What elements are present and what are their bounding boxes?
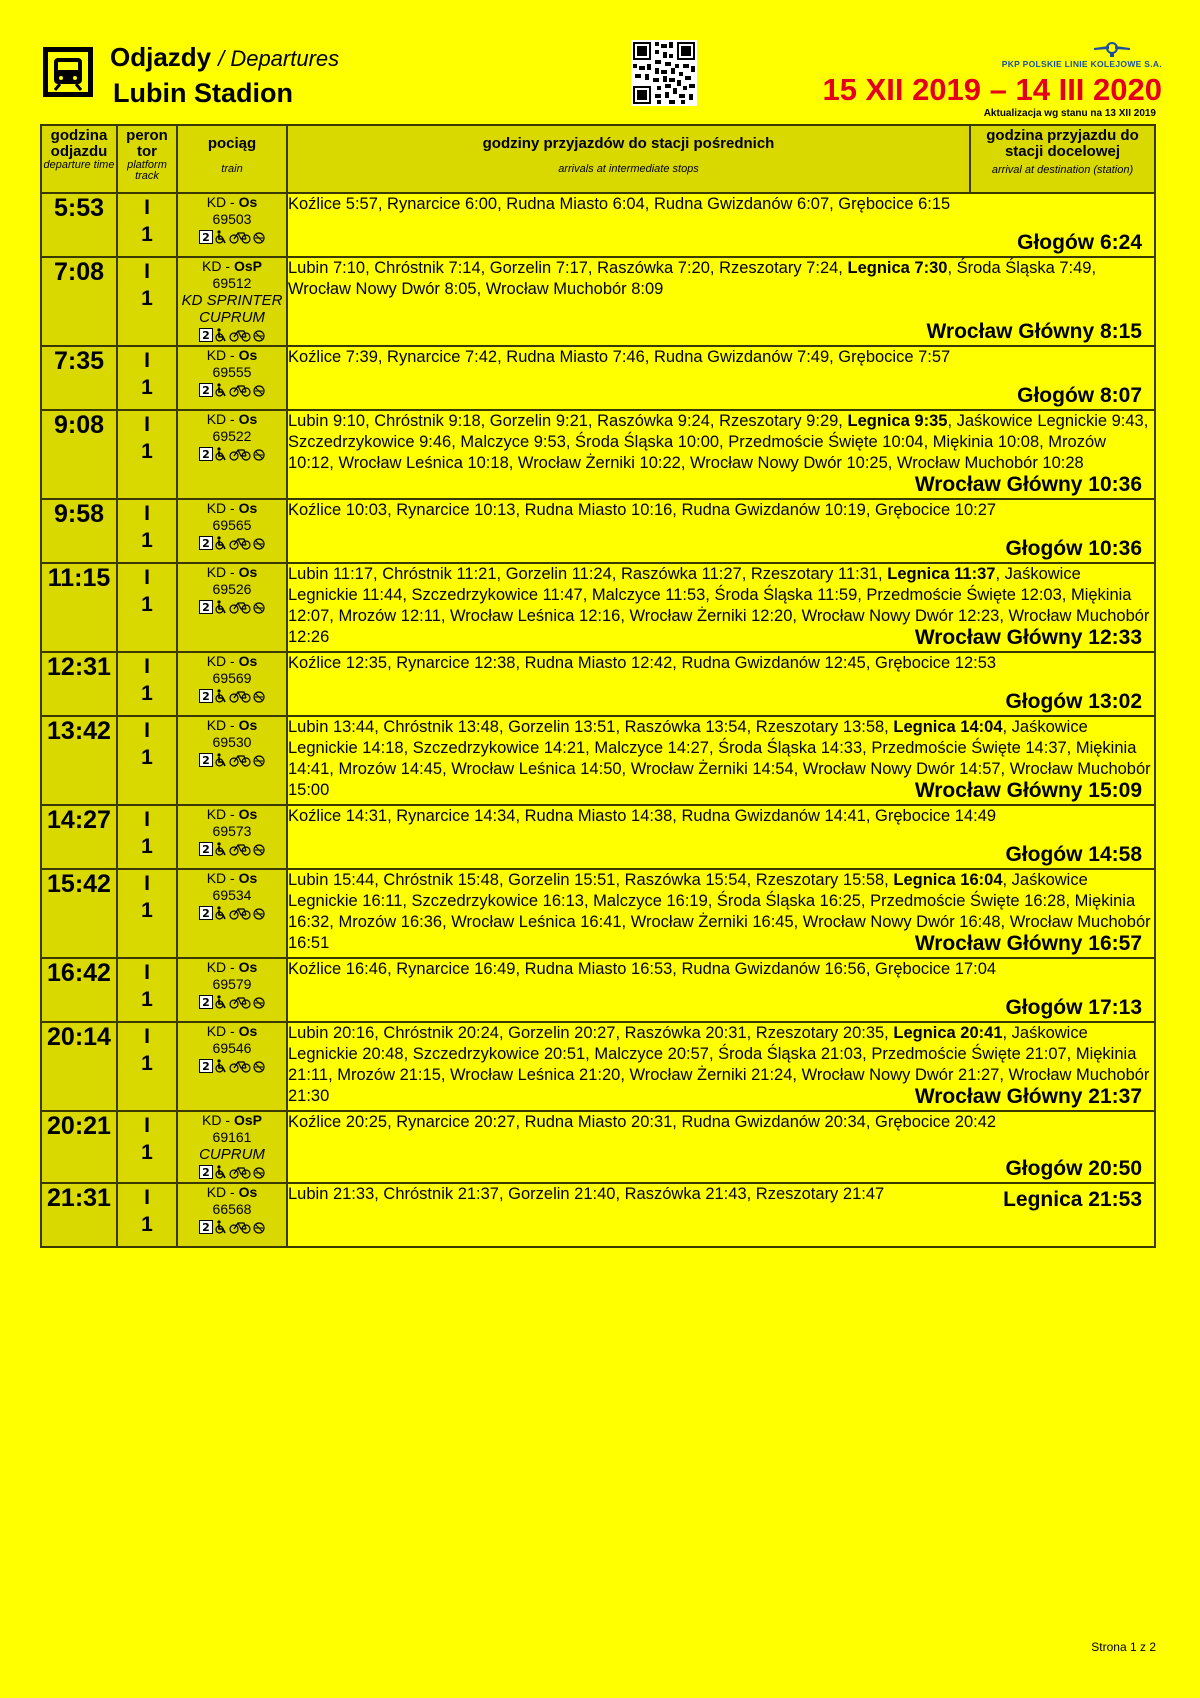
bicycle-icon	[229, 328, 251, 342]
table-row	[41, 1183, 1155, 1247]
svg-text:2: 2	[202, 1060, 210, 1073]
carrier: KD	[206, 1023, 227, 1039]
train-icon	[43, 47, 93, 97]
route-cell	[287, 716, 1155, 805]
train-number: 69573	[212, 823, 252, 839]
second-class-icon	[199, 842, 213, 856]
intermediate-stops: Koźlice 5:57, Rynarcice 6:00, Rudna Miasto 6:04, Rudna Gwizdanów 6:07, Grębocice 6:15	[288, 195, 951, 213]
no-smoking-icon	[253, 1165, 265, 1179]
bicycle-icon	[229, 995, 251, 1009]
validity-period: 15 XII 2019 – 14 III 2020	[822, 72, 1162, 107]
train-category: KD - Os	[206, 1184, 258, 1200]
train-category: KD - Os	[206, 806, 258, 822]
train-number: 69530	[212, 734, 252, 750]
page-number: Strona 1 z 2	[1091, 1640, 1156, 1654]
wheelchair-icon	[215, 1059, 227, 1073]
bicycle-icon	[229, 383, 251, 397]
winged-wheel-icon	[1092, 40, 1132, 58]
table-row	[41, 1022, 1155, 1111]
departure-time: 9:08	[41, 410, 117, 499]
platform-number: I	[144, 413, 150, 436]
carrier: KD	[206, 411, 227, 427]
platform-number: I	[144, 349, 150, 372]
intermediate-stops: Lubin 13:44, Chróstnik 13:48, Gorzelin 13:51, Raszówka 13:54, Rzeszotary 13:58, Legnica 14:04, Jaśkowice Legnickie 14:18, Szczedrzykowice 14:21, Malczyce 14:27, Środa Śląska 14:33, Przedmoście Święte 14:37, Miękinia 14:41, Mrozów 14:45, Wrocław Leśnica 14:50, Wrocław Żerniki 14:54, Wrocław Nowy Dwór 14:57, Wrocław Muchobór 15:00	[288, 718, 1151, 799]
destination-arrival: Głogów 10:36	[1005, 537, 1142, 560]
train-info	[177, 652, 287, 716]
svg-text:2: 2	[202, 754, 210, 767]
destination-arrival: Wrocław Główny 10:36	[914, 473, 1142, 496]
departure-time: 7:08	[41, 257, 117, 346]
train-number: 66568	[212, 1201, 252, 1217]
destination-arrival: Wrocław Główny 15:09	[914, 779, 1142, 802]
category: Os	[238, 194, 258, 210]
platform-number: I	[144, 196, 150, 219]
destination-arrival: Głogów 8:07	[1017, 384, 1142, 407]
category: Os	[238, 959, 258, 975]
route-cell	[287, 410, 1155, 499]
table-row	[41, 563, 1155, 652]
second-class-icon	[199, 328, 213, 342]
column-header-train-en: train	[221, 163, 243, 175]
track-number: 1	[141, 1052, 153, 1075]
track-number: 1	[141, 835, 153, 858]
service-icons	[178, 535, 286, 551]
wheelchair-icon	[215, 1165, 227, 1179]
timetable-header	[0, 0, 1200, 125]
train-info	[177, 1183, 287, 1247]
track-number: 1	[141, 376, 153, 399]
table-row	[41, 499, 1155, 563]
column-header-destination	[970, 125, 1155, 193]
track-number: 1	[141, 440, 153, 463]
destination-arrival: Głogów 17:13	[1005, 996, 1142, 1019]
route-cell	[287, 1183, 1155, 1247]
operator-name: PKP POLSKIE LINIE KOLEJOWE S.A.	[1001, 59, 1162, 69]
destination-arrival: Wrocław Główny 12:33	[914, 626, 1142, 649]
wheelchair-icon	[215, 447, 227, 461]
carrier: KD	[202, 1112, 222, 1128]
destination-arrival: Wrocław Główny 16:57	[914, 932, 1142, 955]
carrier: KD	[202, 258, 222, 274]
platform-number: I	[144, 566, 150, 589]
carrier: KD	[206, 1184, 227, 1200]
intermediate-stops: Koźlice 7:39, Rynarcice 7:42, Rudna Miasto 7:46, Rudna Gwizdanów 7:49, Grębocice 7:57	[288, 348, 951, 366]
destination-arrival: Głogów 6:24	[1017, 231, 1142, 254]
platform-track	[117, 716, 177, 805]
platform-number: I	[144, 260, 150, 283]
train-number: 69503	[212, 211, 252, 227]
train-category: KD - Os	[206, 717, 258, 733]
platform-track	[117, 805, 177, 869]
carrier: KD	[206, 870, 227, 886]
category: Os	[238, 653, 258, 669]
service-icons	[178, 599, 286, 615]
platform-track	[117, 563, 177, 652]
column-header-train-pl: pociąg	[207, 135, 257, 152]
wheelchair-icon	[215, 842, 227, 856]
second-class-icon	[199, 383, 213, 397]
column-header-time-en: departure time	[43, 159, 115, 171]
svg-text:2: 2	[202, 448, 210, 461]
table-row	[41, 410, 1155, 499]
train-info	[177, 958, 287, 1022]
destination-arrival: Głogów 14:58	[1005, 843, 1142, 866]
train-category: KD - Os	[206, 1023, 258, 1039]
destination-arrival: Wrocław Główny 21:37	[914, 1085, 1142, 1108]
train-category: KD - Os	[206, 194, 258, 210]
svg-text:2: 2	[202, 996, 210, 1009]
no-smoking-icon	[253, 995, 265, 1009]
train-name: CUPRUM	[199, 1146, 265, 1163]
column-header-stops	[287, 125, 970, 193]
table-row	[41, 805, 1155, 869]
service-icons	[178, 1219, 286, 1235]
bicycle-icon	[229, 1220, 251, 1234]
train-number: 69579	[212, 976, 252, 992]
train-category: KD - Os	[206, 870, 258, 886]
platform-track	[117, 1022, 177, 1111]
column-header-time-pl: godzina odjazdu	[50, 127, 108, 160]
departure-time: 13:42	[41, 716, 117, 805]
no-smoking-icon	[253, 753, 265, 767]
intermediate-stops: Koźlice 10:03, Rynarcice 10:13, Rudna Miasto 10:16, Rudna Gwizdanów 10:19, Grębocice 10:27	[288, 501, 997, 519]
departure-time: 20:14	[41, 1022, 117, 1111]
departure-time: 5:53	[41, 193, 117, 257]
bicycle-icon	[229, 447, 251, 461]
wheelchair-icon	[215, 1220, 227, 1234]
table-row	[41, 1111, 1155, 1183]
table-row	[41, 869, 1155, 958]
train-number: 69565	[212, 517, 252, 533]
platform-number: I	[144, 961, 150, 984]
departure-time: 14:27	[41, 805, 117, 869]
route-cell	[287, 1022, 1155, 1111]
title-en: / Departures	[218, 46, 340, 71]
svg-text:2: 2	[202, 329, 210, 342]
wheelchair-icon	[215, 328, 227, 342]
bicycle-icon	[229, 906, 251, 920]
no-smoking-icon	[253, 842, 265, 856]
route-cell	[287, 346, 1155, 410]
track-number: 1	[141, 1213, 153, 1236]
service-icons	[178, 1164, 286, 1180]
platform-number: I	[144, 655, 150, 678]
no-smoking-icon	[253, 447, 265, 461]
carrier: KD	[206, 347, 227, 363]
train-info	[177, 499, 287, 563]
no-smoking-icon	[253, 1059, 265, 1073]
second-class-icon	[199, 689, 213, 703]
second-class-icon	[199, 230, 213, 244]
intermediate-stops: Lubin 9:10, Chróstnik 9:18, Gorzelin 9:21, Raszówka 9:24, Rzeszotary 9:29, Legnica 9:35, Jaśkowice Legnickie 9:43, Szczedrzykowice 9:46, Malczyce 9:53, Środa Śląska 10:00, Przedmoście Święte 10:04, Miękinia 10:08, Mrozów 10:12, Wrocław Leśnica 10:18, Wrocław Żerniki 10:22, Wrocław Nowy Dwór 10:25, Wrocław Muchobór 10:28	[288, 412, 1149, 472]
track-number: 1	[141, 1141, 153, 1164]
platform-track	[117, 1183, 177, 1247]
route-cell	[287, 869, 1155, 958]
departures-table	[40, 124, 1156, 1248]
train-number: 69522	[212, 428, 252, 444]
svg-text:2: 2	[202, 843, 210, 856]
no-smoking-icon	[253, 230, 265, 244]
carrier: KD	[206, 959, 227, 975]
svg-text:2: 2	[202, 1221, 210, 1234]
second-class-icon	[199, 536, 213, 550]
carrier: KD	[206, 500, 227, 516]
wheelchair-icon	[215, 906, 227, 920]
no-smoking-icon	[253, 1220, 265, 1234]
column-header-destination-pl: godzina przyjazdu do stacji docelowej	[986, 127, 1139, 160]
svg-text:2: 2	[202, 690, 210, 703]
wheelchair-icon	[215, 753, 227, 767]
svg-text:2: 2	[202, 384, 210, 397]
platform-number: I	[144, 1025, 150, 1048]
train-info	[177, 1022, 287, 1111]
svg-text:2: 2	[202, 601, 210, 614]
departure-time: 11:15	[41, 563, 117, 652]
no-smoking-icon	[253, 383, 265, 397]
platform-track	[117, 499, 177, 563]
train-info	[177, 869, 287, 958]
category: OsP	[233, 258, 262, 274]
platform-number: I	[144, 1114, 150, 1137]
no-smoking-icon	[253, 906, 265, 920]
platform-number: I	[144, 1186, 150, 1209]
no-smoking-icon	[253, 328, 265, 342]
train-category: KD - Os	[206, 500, 258, 516]
service-icons	[178, 905, 286, 921]
bicycle-icon	[229, 230, 251, 244]
departure-time: 12:31	[41, 652, 117, 716]
carrier: KD	[206, 806, 227, 822]
column-header-time	[41, 125, 117, 193]
platform-track	[117, 958, 177, 1022]
platform-number: I	[144, 719, 150, 742]
platform-number: I	[144, 502, 150, 525]
intermediate-stops: Lubin 7:10, Chróstnik 7:14, Gorzelin 7:17, Raszówka 7:20, Rzeszotary 7:24, Legnica 7:30, Środa Śląska 7:49, Wrocław Nowy Dwór 8:05, Wrocław Muchobór 8:09	[288, 259, 1097, 298]
category: Os	[238, 564, 258, 580]
train-category: KD - OsP	[202, 258, 262, 274]
train-info	[177, 410, 287, 499]
carrier: KD	[206, 653, 227, 669]
svg-text:2: 2	[202, 537, 210, 550]
track-number: 1	[141, 988, 153, 1011]
table-row	[41, 193, 1155, 257]
second-class-icon	[199, 1059, 213, 1073]
route-cell	[287, 257, 1155, 346]
destination-arrival: Legnica 21:53	[1003, 1188, 1142, 1211]
table-row	[41, 958, 1155, 1022]
bicycle-icon	[229, 536, 251, 550]
train-number: 69161	[212, 1129, 252, 1145]
svg-text:2: 2	[202, 231, 210, 244]
second-class-icon	[199, 1165, 213, 1179]
route-cell	[287, 652, 1155, 716]
departure-time: 9:58	[41, 499, 117, 563]
station-name: Lubin Stadion	[113, 78, 293, 108]
table-row	[41, 652, 1155, 716]
column-header-stops-en: arrivals at intermediate stops	[558, 163, 699, 175]
train-info	[177, 346, 287, 410]
table-row	[41, 346, 1155, 410]
departure-time: 15:42	[41, 869, 117, 958]
column-header-platform-pl: peron tor	[126, 127, 168, 160]
category: Os	[238, 870, 258, 886]
track-number: 1	[141, 682, 153, 705]
qr-code-icon	[631, 40, 697, 106]
track-number: 1	[141, 529, 153, 552]
category: OsP	[233, 1112, 262, 1128]
train-number: 69534	[212, 887, 252, 903]
column-header-train	[177, 125, 287, 193]
intermediate-stops: Koźlice 14:31, Rynarcice 14:34, Rudna Miasto 14:38, Rudna Gwizdanów 14:41, Grębocice 14:49	[288, 807, 997, 825]
wheelchair-icon	[215, 995, 227, 1009]
table-row	[41, 257, 1155, 346]
train-name: KD SPRINTER CUPRUM	[181, 292, 283, 326]
train-category: KD - Os	[206, 564, 258, 580]
category: Os	[238, 806, 258, 822]
column-header-stops-pl: godziny przyjazdów do stacji pośrednich	[482, 135, 775, 152]
track-number: 1	[141, 593, 153, 616]
second-class-icon	[199, 753, 213, 767]
carrier: KD	[206, 717, 227, 733]
track-number: 1	[141, 223, 153, 246]
route-cell	[287, 193, 1155, 257]
track-number: 1	[141, 746, 153, 769]
train-category: KD - OsP	[202, 1112, 262, 1128]
train-info	[177, 716, 287, 805]
bicycle-icon	[229, 753, 251, 767]
train-info	[177, 193, 287, 257]
column-header-destination-en: arrival at destination (station)	[991, 164, 1134, 176]
destination-arrival: Głogów 20:50	[1005, 1157, 1142, 1180]
carrier: KD	[206, 194, 227, 210]
platform-track	[117, 193, 177, 257]
route-cell	[287, 563, 1155, 652]
table-row	[41, 716, 1155, 805]
second-class-icon	[199, 995, 213, 1009]
destination-arrival: Wrocław Główny 8:15	[926, 320, 1142, 343]
category: Os	[238, 717, 258, 733]
train-info	[177, 1111, 287, 1183]
bicycle-icon	[229, 600, 251, 614]
service-icons	[178, 229, 286, 245]
route-cell	[287, 1111, 1155, 1183]
route-cell	[287, 499, 1155, 563]
platform-track	[117, 257, 177, 346]
train-category: KD - Os	[206, 347, 258, 363]
train-info	[177, 805, 287, 869]
platform-number: I	[144, 872, 150, 895]
train-number: 69512	[212, 275, 252, 291]
title-pl: Odjazdy	[110, 42, 212, 72]
train-info	[177, 257, 287, 346]
train-category: KD - Os	[206, 959, 258, 975]
intermediate-stops: Lubin 20:16, Chróstnik 20:24, Gorzelin 20:27, Raszówka 20:31, Rzeszotary 20:35, Legnica 20:41, Jaśkowice Legnickie 20:48, Szczedrzykowice 20:51, Malczyce 20:57, Środa Śląska 21:03, Przedmoście Święte 21:07, Miękinia 21:11, Mrozów 21:15, Wrocław Leśnica 21:20, Wrocław Żerniki 21:24, Wrocław Nowy Dwór 21:27, Wrocław Muchobór 21:30	[288, 1024, 1150, 1105]
service-icons	[178, 752, 286, 768]
track-number: 1	[141, 287, 153, 310]
operator-logo	[1000, 40, 1162, 70]
wheelchair-icon	[215, 230, 227, 244]
platform-track	[117, 652, 177, 716]
departure-time: 16:42	[41, 958, 117, 1022]
bicycle-icon	[229, 689, 251, 703]
platform-track	[117, 410, 177, 499]
second-class-icon	[199, 600, 213, 614]
category: Os	[238, 1184, 258, 1200]
destination-arrival: Głogów 13:02	[1005, 690, 1142, 713]
service-icons	[178, 841, 286, 857]
train-category: KD - Os	[206, 411, 258, 427]
service-icons	[178, 327, 286, 343]
track-number: 1	[141, 899, 153, 922]
bicycle-icon	[229, 1165, 251, 1179]
second-class-icon	[199, 1220, 213, 1234]
carrier: KD	[206, 564, 227, 580]
category: Os	[238, 347, 258, 363]
second-class-icon	[199, 906, 213, 920]
column-header-platform	[117, 125, 177, 193]
service-icons	[178, 688, 286, 704]
intermediate-stops: Koźlice 20:25, Rynarcice 20:27, Rudna Miasto 20:31, Rudna Gwizdanów 20:34, Grębocice 20:42	[288, 1113, 997, 1131]
departure-time: 7:35	[41, 346, 117, 410]
wheelchair-icon	[215, 689, 227, 703]
bicycle-icon	[229, 1059, 251, 1073]
no-smoking-icon	[253, 600, 265, 614]
category: Os	[238, 1023, 258, 1039]
intermediate-stops: Lubin 21:33, Chróstnik 21:37, Gorzelin 21:40, Raszówka 21:43, Rzeszotary 21:47	[288, 1185, 885, 1203]
route-cell	[287, 958, 1155, 1022]
route-cell	[287, 805, 1155, 869]
second-class-icon	[199, 447, 213, 461]
intermediate-stops: Lubin 15:44, Chróstnik 15:48, Gorzelin 15:51, Raszówka 15:54, Rzeszotary 15:58, Legnica 16:04, Jaśkowice Legnickie 16:11, Szczedrzykowice 16:13, Malczyce 16:19, Środa Śląska 16:25, Przedmoście Święte 16:28, Miękinia 16:32, Mrozów 16:36, Wrocław Leśnica 16:41, Wrocław Żerniki 16:45, Wrocław Nowy Dwór 16:48, Wrocław Muchobór 16:51	[288, 871, 1151, 952]
wheelchair-icon	[215, 536, 227, 550]
departure-time: 20:21	[41, 1111, 117, 1183]
platform-track	[117, 869, 177, 958]
service-icons	[178, 382, 286, 398]
svg-text:2: 2	[202, 907, 210, 920]
category: Os	[238, 500, 258, 516]
intermediate-stops: Lubin 11:17, Chróstnik 11:21, Gorzelin 11:24, Raszówka 11:27, Rzeszotary 11:31, Legnica 11:37, Jaśkowice Legnickie 11:44, Szczedrzykowice 11:47, Malczyce 11:53, Środa Śląska 11:59, Przedmoście Święte 12:03, Miękinia 12:07, Mrozów 12:11, Wrocław Leśnica 12:16, Wrocław Żerniki 12:20, Wrocław Nowy Dwór 12:23, Wrocław Muchobór 12:26	[288, 565, 1150, 646]
train-number: 69526	[212, 581, 252, 597]
train-info	[177, 563, 287, 652]
service-icons	[178, 446, 286, 462]
bicycle-icon	[229, 842, 251, 856]
platform-track	[117, 1111, 177, 1183]
wheelchair-icon	[215, 600, 227, 614]
no-smoking-icon	[253, 689, 265, 703]
table-header-row	[41, 125, 1155, 193]
platform-track	[117, 346, 177, 410]
train-number: 69555	[212, 364, 252, 380]
intermediate-stops: Koźlice 16:46, Rynarcice 16:49, Rudna Miasto 16:53, Rudna Gwizdanów 16:56, Grębocice 17:04	[288, 960, 997, 978]
intermediate-stops: Koźlice 12:35, Rynarcice 12:38, Rudna Miasto 12:42, Rudna Gwizdanów 12:45, Grębocice 12:53	[288, 654, 997, 672]
train-category: KD - Os	[206, 653, 258, 669]
update-note: Aktualizacja wg stanu na 13 XII 2019	[983, 108, 1156, 119]
column-header-platform-en: platform track	[127, 159, 167, 182]
platform-number: I	[144, 808, 150, 831]
train-number: 69569	[212, 670, 252, 686]
page-title	[110, 42, 339, 73]
service-icons	[178, 1058, 286, 1074]
departure-time: 21:31	[41, 1183, 117, 1247]
category: Os	[238, 411, 258, 427]
svg-text:2: 2	[202, 1166, 210, 1179]
no-smoking-icon	[253, 536, 265, 550]
wheelchair-icon	[215, 383, 227, 397]
train-number: 69546	[212, 1040, 252, 1056]
service-icons	[178, 994, 286, 1010]
